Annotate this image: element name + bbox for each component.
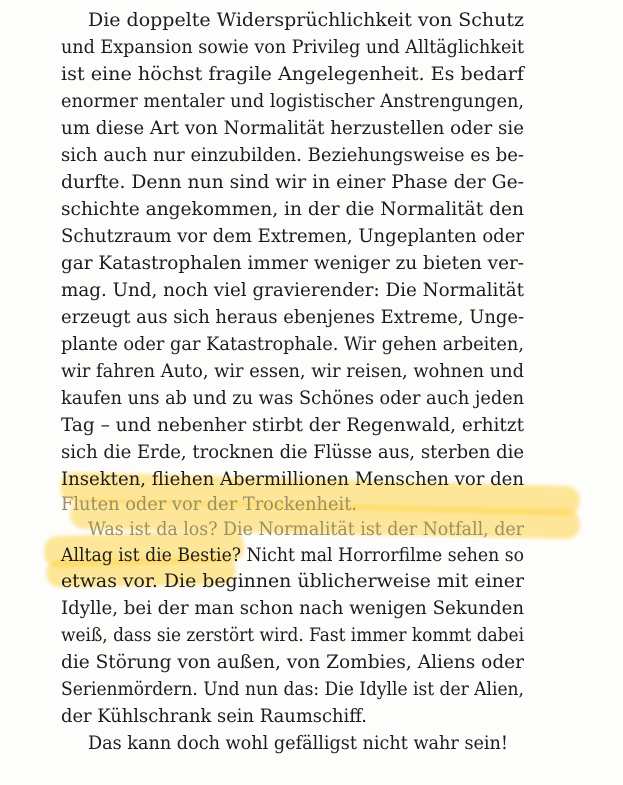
line-text: kaufen uns ab und zu was Schönes oder auch jeden	[61, 387, 524, 409]
text-line	[0, 385, 623, 411]
text-line	[0, 34, 623, 60]
text-line	[0, 649, 623, 675]
line-text: schichte angekommen, in der die Normalität den	[61, 198, 524, 220]
text-line	[0, 331, 623, 357]
line-text: gar Katastrophalen immer weniger zu bieten ver-	[61, 252, 524, 274]
text-line	[0, 277, 623, 303]
text-line	[0, 412, 623, 438]
line-text: und Expansion sowie von Privileg und Alltäglichkeit	[61, 36, 524, 58]
line-text: weiß, dass sie zerstört wird. Fast immer kommt dabei	[61, 624, 524, 646]
text-line	[0, 7, 623, 33]
line-text: Schutzraum vor dem Extremen, Ungeplanten oder	[61, 225, 524, 247]
line-text: enormer mentaler und logistischer Anstrengungen,	[61, 90, 524, 112]
line-text: Tag – und nebenher stirbt der Regenwald, erhitzt	[61, 414, 524, 436]
line-text: Das kann doch wohl gefälligst nicht wahr sein!	[88, 732, 508, 754]
text-line	[0, 542, 623, 568]
line-text: plante oder gar Katastrophale. Wir gehen arbeiten,	[61, 333, 524, 355]
text-line	[0, 250, 623, 276]
line-text: ist eine höchst fragile Angelegenheit. Es bedarf	[61, 63, 524, 85]
text-line	[0, 304, 623, 330]
text-line	[0, 730, 623, 756]
line-text: um diese Art von Normalität herzustellen oder sie	[61, 117, 524, 139]
text-line	[0, 223, 623, 249]
line-text-highlighted: Fluten oder vor der Trockenheit.	[61, 493, 357, 515]
text-line	[0, 115, 623, 141]
text-line	[0, 196, 623, 222]
text-line	[0, 491, 623, 517]
text-line	[0, 88, 623, 114]
line-text: sich auch nur einzubilden. Beziehungsweise es be-	[61, 144, 524, 166]
line-text: mag. Und, noch viel gravierender: Die Normalität	[61, 279, 524, 301]
line-text: sich die Erde, trocknen die Flüsse aus, sterben die	[61, 441, 524, 463]
text-line	[0, 142, 623, 168]
text-line	[0, 169, 623, 195]
text-line	[0, 358, 623, 384]
text-line	[0, 595, 623, 621]
text-line	[0, 61, 623, 87]
text-line	[0, 622, 623, 648]
line-text: Die doppelte Widersprüchlichkeit von Schutz	[88, 9, 524, 31]
line-text: Serienmördern. Und nun das: Die Idylle ist der Alien,	[61, 678, 524, 700]
text-line	[0, 568, 623, 594]
line-text: Idylle, bei der man schon nach wenigen Sekunden	[61, 597, 524, 619]
text-line	[0, 439, 623, 465]
line-text: die Störung von außen, von Zombies, Aliens oder	[61, 651, 524, 673]
line-text: durfte. Denn nun sind wir in einer Phase der Ge-	[61, 171, 524, 193]
line-text: wir fahren Auto, wir essen, wir reisen, wohnen und	[61, 360, 524, 382]
line-text: Alltag ist die Bestie? Nicht mal Horrorfilme sehen so	[61, 544, 524, 566]
line-text-highlighted: Was ist da los? Die Normalität ist der Notfall, der	[88, 518, 524, 540]
text-line	[0, 676, 623, 702]
text-line	[0, 466, 623, 492]
line-text: etwas vor. Die beginnen üblicherweise mit einer	[61, 570, 524, 592]
line-text: erzeugt aus sich heraus ebenjenes Extreme, Unge-	[61, 306, 524, 328]
text-line	[0, 516, 623, 542]
text-line	[0, 703, 623, 729]
line-text: Insekten, fliehen Abermillionen Menschen vor den	[61, 468, 524, 490]
line-text: der Kühlschrank sein Raumschiff.	[61, 705, 367, 727]
